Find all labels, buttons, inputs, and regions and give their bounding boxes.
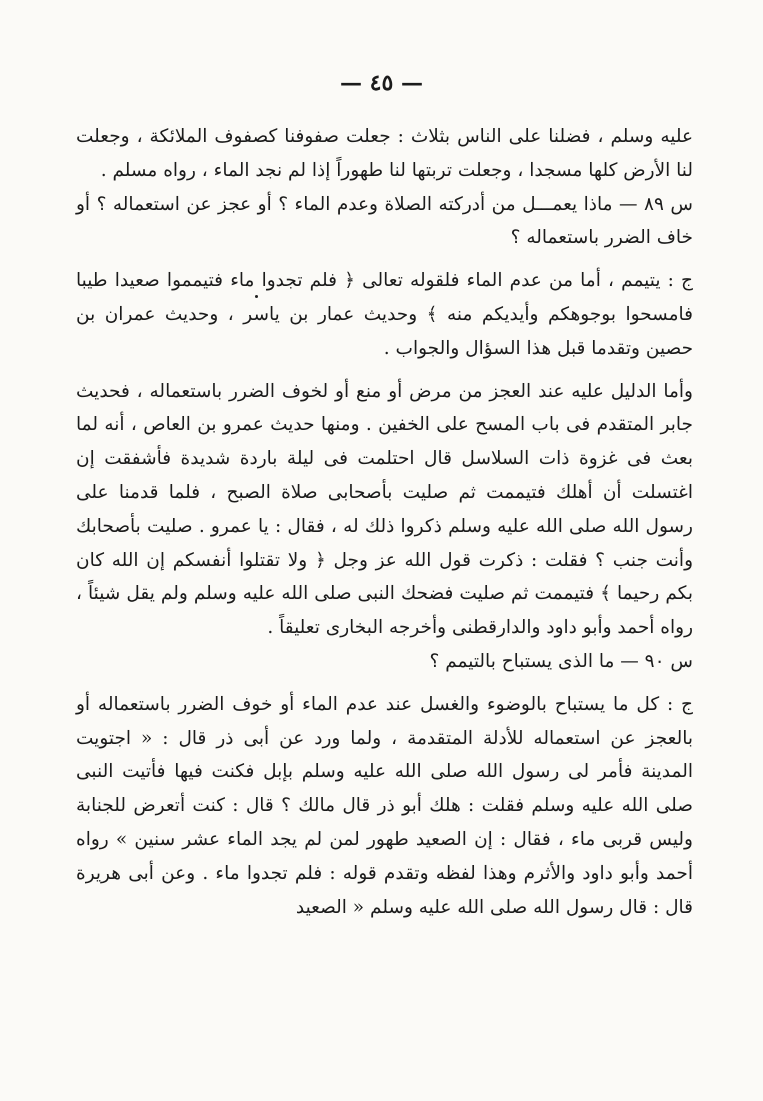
answer-89-paragraph: ج : يتيمم ، أما من عدم الماء فلقوله تعالى ﴿ فلم تجدوا ماء فتيمموا صعيدا طيبا فامسحوا بوجوهكم وأيديكم منه ﴾ وحديث عمار بن ياسر ، وحديث عمران بن حصين وتقدما قبل هذا السؤال والجواب .	[76, 270, 693, 359]
question-89: س ٨٩ — ماذا يعمـــل من أدركته الصلاة وعدم الماء ؟ أو عجز عن استعماله ؟ أو خاف الضرر باستعماله ؟	[76, 193, 693, 249]
page-body	[76, 120, 693, 924]
ink-speck	[255, 295, 258, 298]
page-number: — ٤٥ —	[340, 70, 423, 96]
question-90: س ٩٠ — ما الذى يستباح بالتيمم ؟	[429, 650, 693, 672]
answer-90-paragraph: ج : كل ما يستباح بالوضوء والغسل عند عدم الماء أو خوف الضرر باستعماله أو بالعجز عن استعماله للأدلة المتقدمة ، ولما ورد عن أبى ذر قال : « اجتويت المدينة فأمر لى رسول الله صلى الله عليه وسلم بإبل فكنت فيها فأتيت النبى صلى الله عليه وسلم فقلت : هلك أبو ذر قال مالك ؟ قال : كنت أتعرض للجنابة وليس قربى ماء ، فقال : إن الصعيد طهور لمن لم يجد الماء عشر سنين » رواه أحمد وأبو داود والأثرم وهذا لفظه وتقدم قوله : فلم تجدوا ماء . وعن أبى هريرة قال : قال رسول الله صلى الله عليه وسلم « الصعيد	[76, 693, 693, 918]
hadith-continuation-paragraph: عليه وسلم ، فضلنا على الناس بثلاث : جعلت صفوفنا كصفوف الملائكة ، وجعلت لنا الأرض كلها مسجدا ، وجعلت تربتها لنا طهوراً إذا لم نجد الماء ، رواه مسلم .	[76, 126, 693, 181]
evidence-paragraph: وأما الدليل عليه عند العجز من مرض أو منع أو لخوف الضرر باستعماله ، فحديث جابر المتقدم فى باب المسح على الخفين . ومنها حديث عمرو بن العاص ، أنه لما بعث فى غزوة ذات السلاسل قال احتلمت فى ليلة باردة شديدة فأشفقت إن اغتسلت أن أهلك فتيممت ثم صليت بأصحابى صلاة الصبح ، فلما قدمنا على رسول الله صلى الله عليه وسلم ذكروا ذلك له ، فقال : يا عمرو . صليت بأصحابك وأنت جنب ؟ فقلت : ذكرت قول الله عز وجل ﴿ ولا تقتلوا أنفسكم إن الله كان بكم رحيما ﴾ فتيممت ثم صليت فضحك النبى صلى الله عليه وسلم ولم يقل شيئاً ، رواه أحمد وأبو داود والدارقطنى وأخرجه البخارى تعليقاً .	[76, 380, 693, 639]
